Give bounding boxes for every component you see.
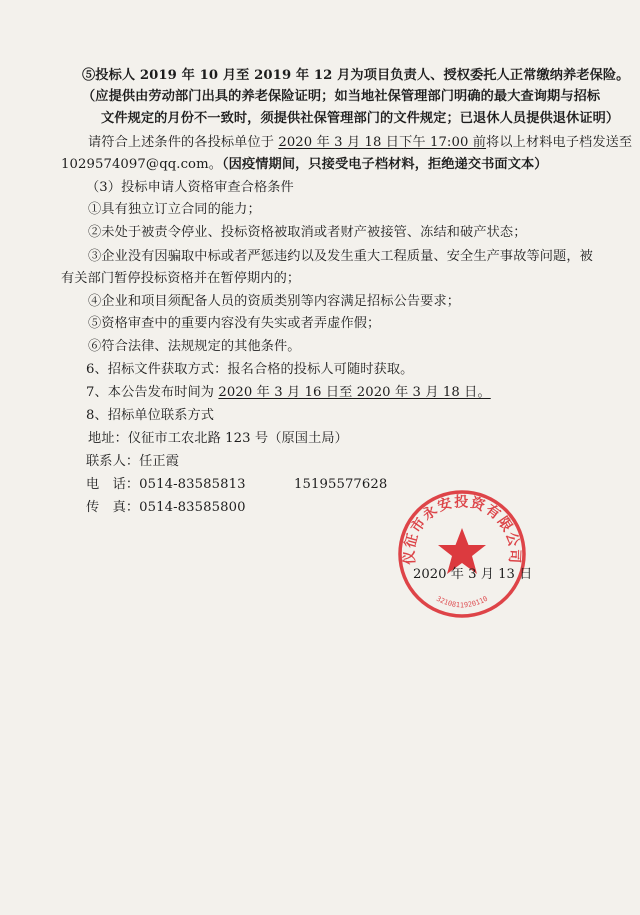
seal-number-text: 3210811920110 xyxy=(434,594,490,610)
submission-email-line xyxy=(61,156,548,174)
condition-1: ①具有独立订立合同的能力； xyxy=(88,202,261,217)
contact-mobile: 15195577628 xyxy=(294,477,388,492)
condition-5: ⑤资格审查中的重要内容没有失实或者弄虚作假； xyxy=(88,316,381,331)
signing-date: 2020 年 3 月 13 日 xyxy=(413,567,533,582)
publish-dates: 2020 年 3 月 16 日至 2020 年 3 月 18 日。 xyxy=(218,385,491,400)
contact-address: 地址：仪征市工农北路 123 号（原国土局） xyxy=(88,431,348,446)
submission-deadline: 2020 年 3 月 18 日下午 17:00 前 xyxy=(278,135,487,150)
contact-phone: 电 话：0514-83585813 xyxy=(86,477,246,492)
publish-prefix: 7、本公告发布时间为 xyxy=(86,385,219,400)
section-7-line xyxy=(86,384,491,402)
submission-suffix: 将以上材料电子档发送至 xyxy=(486,135,633,150)
svg-text:3210811920110 xyxy=(435,595,489,610)
qualification-heading: （3）投标申请人资格审查合格条件 xyxy=(86,180,294,195)
condition-3-line-1: ③企业没有因骗取中标或者严惩违约以及发生重大工程质量、安全生产事故等问题，被 xyxy=(88,249,593,264)
submission-prefix: 请符合上述条件的各投标单位于 xyxy=(88,135,279,150)
requirement-5-line: ⑤投标人 2019 年 10 月至 2019 年 12 月为项目负责人、授权委托人正常缴纳养老保险。 xyxy=(82,68,630,83)
condition-6: ⑥符合法律、法规规定的其他条件。 xyxy=(88,339,301,354)
condition-4: ④企业和项目须配备人员的资质类别等内容满足招标公告要求； xyxy=(88,294,461,309)
submission-email: 1029574097@qq.com。 xyxy=(61,157,222,172)
pension-note-line-2: 文件规定的月份不一致时，须提供社保管理部门的文件规定；已退休人员提供退休证明） xyxy=(101,111,620,126)
submission-instruction xyxy=(88,134,632,152)
section-8-heading: 8、招标单位联系方式 xyxy=(86,408,215,423)
contact-person: 联系人：任正霞 xyxy=(86,454,180,469)
epidemic-note: （因疫情期间，只接受电子档材料，拒绝递交书面文本） xyxy=(221,157,548,172)
seal-name-text: 仪征市永安投资有限公司 xyxy=(401,494,523,565)
section-6-line: 6、招标文件获取方式：报名合格的投标人可随时获取。 xyxy=(86,362,414,377)
condition-3-line-2: 有关部门暂停投标资格并在暂停期内的； xyxy=(61,271,301,286)
company-seal xyxy=(396,488,528,620)
condition-2: ②未处于被责令停业、投标资格被取消或者财产被接管、冻结和破产状态； xyxy=(88,225,527,240)
pension-note-line-1: （应提供由劳动部门出具的养老保险证明；如当地社保管理部门明确的最大查询期与招标 xyxy=(82,89,601,104)
contact-fax: 传 真：0514-83585800 xyxy=(86,500,246,515)
